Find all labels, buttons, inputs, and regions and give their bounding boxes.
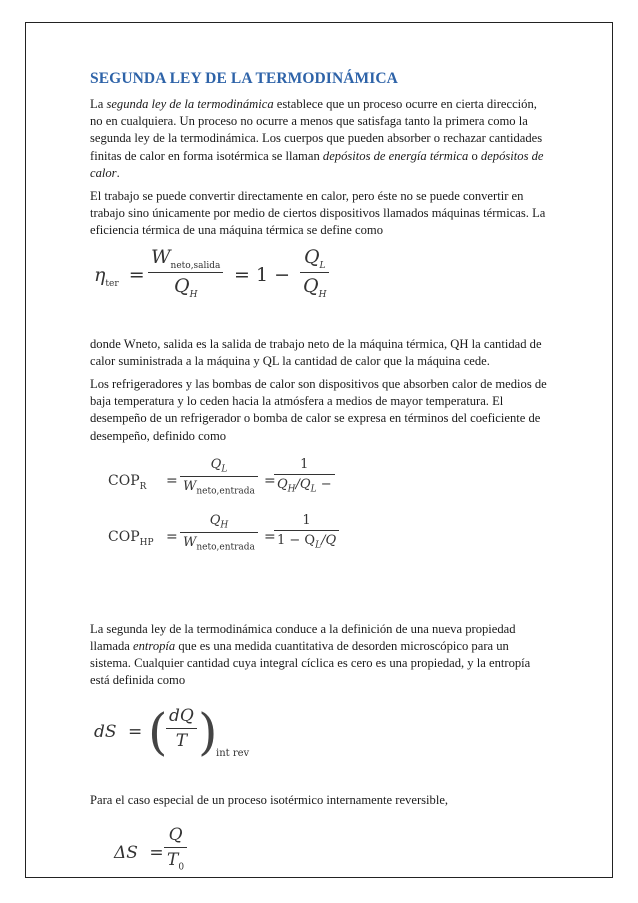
emphasis-thermal-reservoirs: depósitos de energía térmica xyxy=(322,148,469,163)
equals-sign: = xyxy=(166,528,178,545)
cop-r-label xyxy=(108,473,146,492)
one-minus-text: = 1 − xyxy=(234,263,291,286)
emphasis-second-law: segunda ley de la termodinámica xyxy=(106,97,274,111)
minus-sign: − xyxy=(316,476,332,492)
efficiency-fraction-work xyxy=(148,246,223,301)
temperature-subscript: 0 xyxy=(178,862,185,873)
ratio-slash: /Q xyxy=(295,476,311,492)
temperature-symbol: T xyxy=(175,730,188,751)
work-subscript: neto,entrada xyxy=(196,487,255,498)
text-run: establece que un proceso ocurre en cierta dirección, no en cualquiera. Un proceso no ocurre a menos que satisfaga tanto la primera como la segunda ley de la termodinámica. Los cuerpos que pueden absorber o rechazar cantidades finitas de calor en forma isotérmica se llaman xyxy=(90,97,543,163)
paragraph-entropy xyxy=(90,621,550,690)
heat-subscript-h: H xyxy=(287,484,296,495)
heat-symbol: Q xyxy=(210,456,222,472)
heat-subscript-l: L xyxy=(319,260,326,271)
int-rev-subscript: int rev xyxy=(216,747,250,759)
page-title: SEGUNDA LEY DE LA TERMODINÁMICA xyxy=(90,70,398,87)
cop-hp-label xyxy=(108,529,154,548)
work-symbol: W xyxy=(183,535,197,551)
paragraph-isothermal: Para el caso especial de un proceso isotérmico internamente reversible, xyxy=(90,792,449,807)
emphasis-entropy: entropía xyxy=(133,639,176,654)
paragraph-intro xyxy=(90,96,550,182)
work-symbol: W xyxy=(151,245,171,268)
cop-subscript-hp: HP xyxy=(139,537,154,548)
ratio-slash: /Q xyxy=(321,532,337,548)
cop-r-fraction-ratio xyxy=(274,457,335,495)
equals-sign: = xyxy=(264,472,276,489)
work-symbol: W xyxy=(183,479,197,495)
heat-subscript-l: L xyxy=(310,484,317,495)
equation-isothermal-entropy xyxy=(114,825,550,885)
equation-entropy-definition xyxy=(94,700,550,770)
work-subscript: neto,entrada xyxy=(196,543,255,554)
text-run: La segunda ley de la termodinámica conduce a la definición de una nueva propiedad llamada xyxy=(90,621,516,654)
cop-subscript-r: R xyxy=(139,481,147,492)
right-paren: ) xyxy=(198,702,218,761)
one-minus xyxy=(234,264,290,286)
dq-symbol: dQ xyxy=(166,706,197,729)
document-body xyxy=(90,70,550,885)
cop-text: COP xyxy=(108,528,140,545)
heat-symbol: Q xyxy=(277,476,288,492)
equals-sign: = xyxy=(166,472,178,489)
numerator-one: 1 xyxy=(274,513,339,531)
text-run: o xyxy=(468,148,481,163)
equals-sign: = xyxy=(264,528,276,545)
heat-symbol: Q xyxy=(303,275,319,298)
heat-subscript-l: L xyxy=(315,540,322,551)
paragraph-work-heat: El trabajo se puede convertir directamente en calor, pero éste no se puede convertir en trabajo sino únicamente por medio de ciertos dispositivos llamados máquinas térmicas. La eficiencia térmica de una máquina térmica se define como xyxy=(90,189,546,238)
cop-hp-fraction-ratio xyxy=(274,513,339,551)
eta-symbol: η xyxy=(94,263,106,286)
equals-sign: = xyxy=(127,721,143,742)
equation-cop xyxy=(108,456,337,567)
left-paren: ( xyxy=(148,702,168,761)
one-minus-q: 1 − Q xyxy=(277,532,316,548)
heat-symbol: Q xyxy=(164,825,187,848)
heat-symbol: Q xyxy=(173,275,190,298)
heat-subscript-h: H xyxy=(318,290,327,301)
equation-thermal-efficiency xyxy=(94,246,550,312)
heat-symbol: Q xyxy=(209,512,221,528)
delta-s-symbol: ΔS xyxy=(114,842,138,863)
ds-symbol: dS xyxy=(94,721,117,742)
isothermal-fraction xyxy=(164,825,187,872)
paragraph-where: donde Wneto, salida es la salida de trabajo neto de la máquina térmica, QH la cantidad de calor suministrada a la máquina y QL la cantidad de calor que la máquina cede. xyxy=(90,336,542,368)
cop-hp-fraction-work xyxy=(180,513,258,553)
numerator-one: 1 xyxy=(274,457,335,475)
equals-sign: = xyxy=(149,842,164,863)
heat-symbol: Q xyxy=(303,245,320,268)
text-run: . xyxy=(116,165,120,180)
paragraph-refrigerators: Los refrigeradores y las bombas de calor son dispositivos que absorben calor de medios de baja temperatura y lo ceden hacia la atmósfera a medios de mayor temperatura. El desempeño de un refrigerador o bomba de calor se expresa en términos del coeficiente de desempeño, definido como xyxy=(90,377,547,443)
heat-subscript-l: L xyxy=(221,464,228,475)
heat-subscript-h: H xyxy=(189,290,198,301)
equals-sign: = xyxy=(128,263,145,286)
cop-text: COP xyxy=(108,472,140,489)
efficiency-fraction-heat xyxy=(300,246,329,301)
heat-subscript-h: H xyxy=(220,520,229,531)
entropy-fraction xyxy=(166,706,197,751)
emphasis-heat-reservoirs: depósitos de calor xyxy=(90,148,544,180)
temperature-symbol: T xyxy=(167,849,179,870)
text-run: La xyxy=(90,97,107,111)
cop-r-fraction-work xyxy=(180,457,258,497)
eta-subscript: ter xyxy=(105,278,119,289)
text-run: que es una medida cuantitativa de desorden microscópico para un sistema. Cualquier cantidad cuya integral cíclica es cero es una propiedad, y la entropía está definida como xyxy=(90,639,531,688)
work-subscript: neto,salida xyxy=(170,260,221,271)
